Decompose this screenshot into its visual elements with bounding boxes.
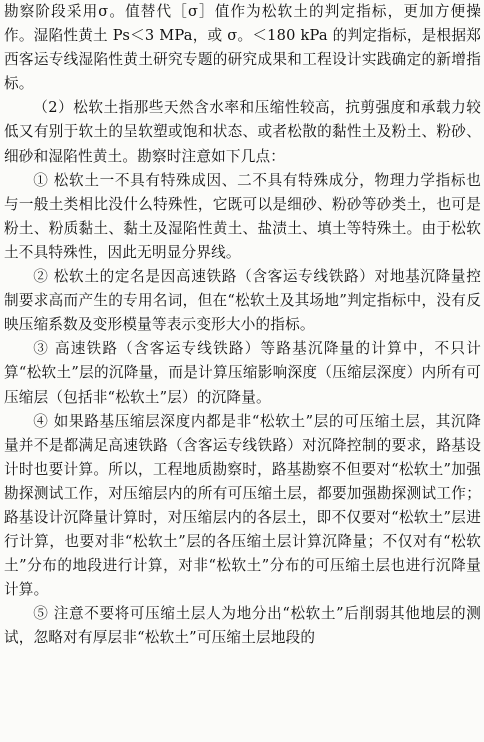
paragraph-point-1: ① 松软土一不具有特殊成因、二不具有特殊成分，物理力学指标也与一般土类相比没什么特殊性，它既可以是细砂、粉砂等砂类土，也可是粉土、粉质黏土、黏土及湿陷性黄土、盐渍土、填土等特殊土。由于松软土不具特殊性，因此无明显分界线。 xyxy=(4,171,481,261)
paragraph-point-3: ③ 高速铁路（含客运专线铁路）等路基沉降量的计算中，不只计算“松软土”层的沉降量，而是计算压缩影响深度（压缩层深度）内所有可压缩层（包括非“松软土”层）的沉降量。 xyxy=(4,340,481,406)
paragraph-point-2: ② 松软土的定名是因高速铁路（含客运专线铁路）对地基沉降量控制要求高而产生的专用名词，但在“松软土及其场地”判定指标中，没有反映压缩系数及变形模量等表示变形大小的指标。 xyxy=(4,268,481,334)
paragraph-2-soft-soil-definition: （2）松软土指那些天然含水率和压缩性较高，抗剪强度和承载力较低又有别于软土的呈软塑或饱和状态、或者松散的黏性土及粉土、粉砂、细砂和湿陷性黄土。勘察时注意如下几点： xyxy=(4,99,481,165)
paragraph-continuation: 勘察阶段采用σ。值替代［σ］值作为松软土的判定指标，更加方便操作。湿陷性黄土 Ps＜3 MPa，或 σ。＜180 kPa 的判定指标，是根据郑西客运专线湿陷性黄土研究专题的研究成果和工程设计实践确定的新增指标。 xyxy=(4,3,481,93)
paragraph-point-5: ⑤ 注意不要将可压缩土层人为地分出“松软土”后削弱其他地层的测试，忽略对有厚层非“松软土”可压缩土层地段的 xyxy=(4,605,481,647)
paragraph-point-4: ④ 如果路基压缩层深度内都是非“松软土”层的可压缩土层，其沉降量并不是都满足高速铁路（含客运专线铁路）对沉降控制的要求，路基设计时也要计算。所以，工程地质勘察时，路基勘察不但要对“松软土”加强勘探测试工作，对压缩层内的所有可压缩土层，都要加强勘探测试工作；路基设计沉降量计算时，对压缩层内的各层土，即不仅要对“松软土”层进行计算，也要对非“松软土”层的各压缩土层计算沉降量；不仅对有“松软土”分布的地段进行计算，对非“松软土”分布的可压缩土层也进行沉降量计算。 xyxy=(4,412,481,599)
